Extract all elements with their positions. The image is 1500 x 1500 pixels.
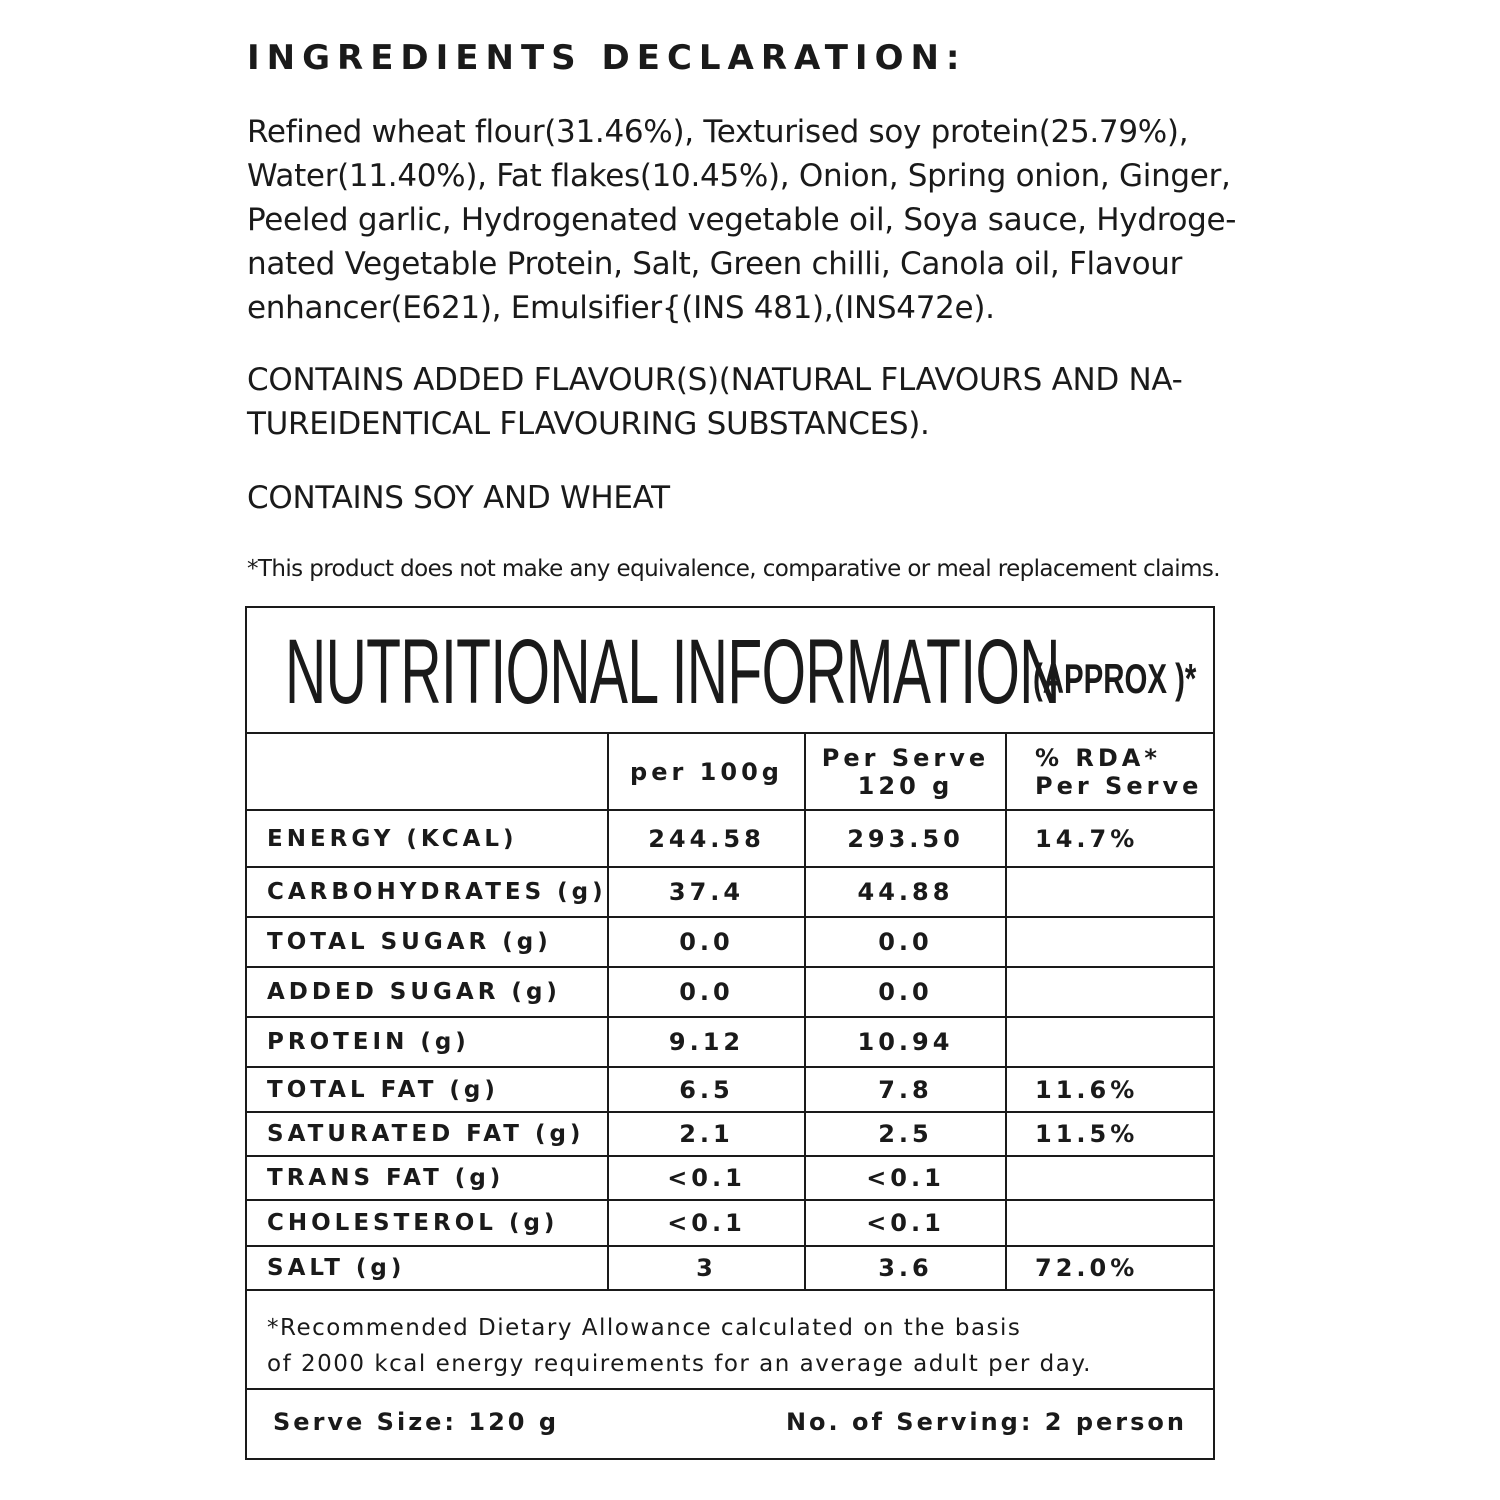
- table-row: [247, 1200, 1213, 1246]
- value-per-serve: <0.1: [805, 1156, 1006, 1200]
- table-row: [247, 1067, 1213, 1112]
- table-row: [247, 1112, 1213, 1156]
- ingredients-title: INGREDIENTS DECLARATION:: [247, 38, 967, 78]
- value-per-100g: 9.12: [608, 1017, 805, 1067]
- header-per-serve-line1: Per Serve: [821, 743, 990, 772]
- header-rda-line2: Per Serve: [1035, 771, 1203, 800]
- header-per-serve: [805, 734, 1006, 810]
- value-rda: 14.7%: [1006, 810, 1213, 867]
- table-row: [247, 917, 1213, 967]
- ingredients-line: enhancer(E621), Emulsifier{(INS 481),(INS472e).: [247, 290, 995, 326]
- value-per-serve: <0.1: [805, 1200, 1006, 1246]
- value-per-100g: <0.1: [608, 1156, 805, 1200]
- claims-disclaimer: *This product does not make any equivalence, comparative or meal replacement claims.: [247, 556, 1220, 582]
- value-rda: 72.0%: [1006, 1246, 1213, 1290]
- nutrient-name: PROTEIN (g): [247, 1017, 608, 1067]
- allergen-statement: CONTAINS SOY AND WHEAT: [247, 480, 670, 516]
- nutrition-panel: [245, 606, 1215, 1460]
- rda-footnote-text: [267, 1310, 1092, 1382]
- value-rda: 11.6%: [1006, 1067, 1213, 1112]
- value-per-100g: 37.4: [608, 867, 805, 917]
- header-rda-line1: % RDA*: [1035, 743, 1161, 772]
- number-of-servings: No. of Serving: 2 person: [785, 1408, 1187, 1436]
- ingredients-line: Peeled garlic, Hydrogenated vegetable oil, Soya sauce, Hydroge-: [247, 202, 1237, 238]
- value-per-100g: <0.1: [608, 1200, 805, 1246]
- header-nutrient: [247, 734, 608, 810]
- table-row: [247, 867, 1213, 917]
- value-per-serve: 0.0: [805, 967, 1006, 1017]
- table-row: [247, 1017, 1213, 1067]
- ingredients-line: nated Vegetable Protein, Salt, Green chilli, Canola oil, Flavour: [247, 246, 1183, 282]
- nutrient-name: CHOLESTEROL (g): [247, 1200, 608, 1246]
- value-per-serve: 44.88: [805, 867, 1006, 917]
- value-per-serve: 10.94: [805, 1017, 1006, 1067]
- nutrition-title: NUTRITIONAL INFORMATION: [285, 621, 1060, 723]
- flavour-statement: [247, 358, 1183, 446]
- ingredients-list: [247, 110, 1287, 330]
- table-row: [247, 1246, 1213, 1290]
- nutrient-name: CARBOHYDRATES (g): [247, 867, 608, 917]
- flavour-line: CONTAINS ADDED FLAVOUR(S)(NATURAL FLAVOURS AND NA-: [247, 362, 1183, 398]
- value-rda: [1006, 1017, 1213, 1067]
- value-rda: [1006, 1156, 1213, 1200]
- serve-size: Serve Size: 120 g: [273, 1408, 560, 1436]
- value-per-serve: 293.50: [805, 810, 1006, 867]
- nutrient-name: TOTAL FAT (g): [247, 1067, 608, 1112]
- rda-footnote-line: of 2000 kcal energy requirements for an average adult per day.: [267, 1351, 1092, 1377]
- value-per-serve: 3.6: [805, 1246, 1006, 1290]
- nutrient-name: SATURATED FAT (g): [247, 1112, 608, 1156]
- nutrition-approx-label: (APPROX )*: [1033, 655, 1197, 702]
- header-per-serve-line2: 120 g: [857, 771, 954, 800]
- table-row: [247, 810, 1213, 867]
- value-per-100g: 6.5: [608, 1067, 805, 1112]
- nutrient-name: ADDED SUGAR (g): [247, 967, 608, 1017]
- flavour-line: TUREIDENTICAL FLAVOURING SUBSTANCES).: [247, 406, 930, 442]
- value-per-100g: 3: [608, 1246, 805, 1290]
- nutrition-header: [247, 608, 1213, 734]
- value-per-serve: 2.5: [805, 1112, 1006, 1156]
- nutrient-name: TRANS FAT (g): [247, 1156, 608, 1200]
- value-rda: [1006, 1200, 1213, 1246]
- table-row: [247, 1156, 1213, 1200]
- value-rda: [1006, 867, 1213, 917]
- value-per-100g: 2.1: [608, 1112, 805, 1156]
- rda-footnote-line: *Recommended Dietary Allowance calculated on the basis: [267, 1315, 1022, 1341]
- ingredients-line: Water(11.40%), Fat flakes(10.45%), Onion, Spring onion, Ginger,: [247, 158, 1231, 194]
- rda-footnote: [247, 1288, 1213, 1390]
- value-per-100g: 0.0: [608, 967, 805, 1017]
- nutrient-name: ENERGY (KCAL): [247, 810, 608, 867]
- value-rda: 11.5%: [1006, 1112, 1213, 1156]
- nutrient-name: TOTAL SUGAR (g): [247, 917, 608, 967]
- value-rda: [1006, 967, 1213, 1017]
- value-per-serve: 0.0: [805, 917, 1006, 967]
- ingredients-line: Refined wheat flour(31.46%), Texturised soy protein(25.79%),: [247, 114, 1189, 150]
- value-rda: [1006, 917, 1213, 967]
- header-rda: [1006, 734, 1213, 810]
- table-header-row: [247, 734, 1213, 810]
- nutrition-table: [247, 734, 1213, 1291]
- value-per-100g: 0.0: [608, 917, 805, 967]
- nutrient-name: SALT (g): [247, 1246, 608, 1290]
- value-per-serve: 7.8: [805, 1067, 1006, 1112]
- value-per-100g: 244.58: [608, 810, 805, 867]
- table-row: [247, 967, 1213, 1017]
- header-per-100g: per 100g: [608, 734, 805, 810]
